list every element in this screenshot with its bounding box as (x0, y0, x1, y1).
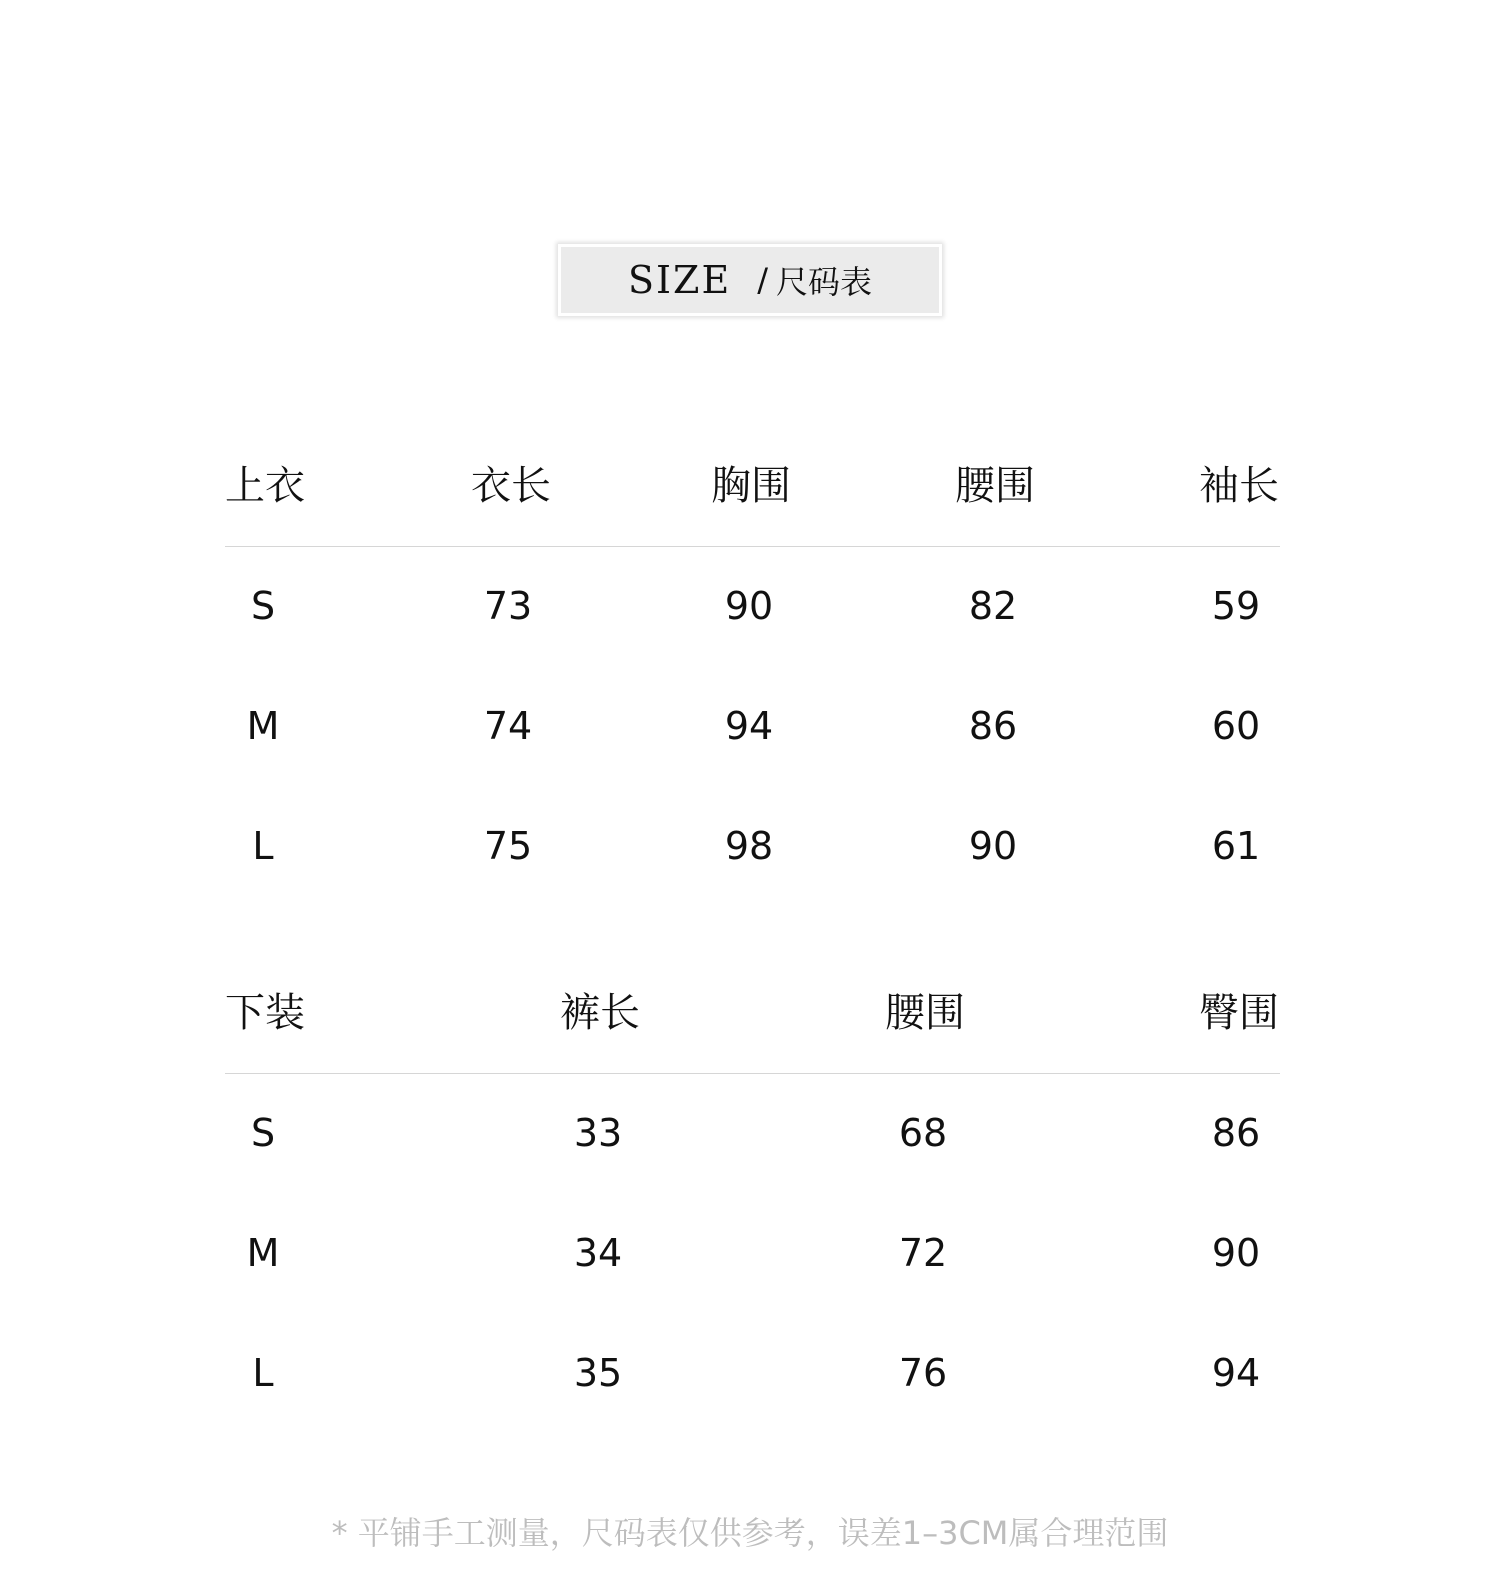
tops-header-chest: 胸围 (711, 463, 791, 509)
tops-header-waist: 腰围 (955, 463, 1035, 509)
measurement-note: * 平铺手工测量，尺码表仅供参考，误差1–3CM属合理范围 (331, 1514, 1169, 1552)
table-row (225, 1223, 1280, 1283)
size-label: M (246, 704, 280, 748)
size-chart-title (558, 244, 942, 316)
table-cell: 98 (724, 824, 774, 868)
table-row (225, 816, 1280, 876)
table-row (225, 576, 1280, 636)
table-cell: 34 (573, 1231, 623, 1275)
tops-header-length: 衣长 (471, 463, 551, 509)
bottoms-header-waist: 腰围 (885, 990, 965, 1036)
size-label: M (246, 1231, 280, 1275)
table-cell: 90 (1211, 1231, 1261, 1275)
tops-header-divider (225, 546, 1280, 547)
table-cell: 68 (898, 1111, 948, 1155)
bottoms-header-hip: 臀围 (1199, 990, 1279, 1036)
table-row (225, 1103, 1280, 1163)
table-cell: 72 (898, 1231, 948, 1275)
tops-header-row (225, 456, 1280, 516)
bottoms-header-divider (225, 1073, 1280, 1074)
size-label: L (252, 1351, 274, 1395)
table-cell: 61 (1211, 824, 1261, 868)
table-cell: 86 (968, 704, 1018, 748)
table-cell: 60 (1211, 704, 1261, 748)
bottoms-header-category: 下装 (225, 990, 305, 1036)
table-cell: 75 (483, 824, 533, 868)
tops-header-category: 上衣 (225, 463, 305, 509)
size-label: L (252, 824, 274, 868)
table-cell: 59 (1211, 584, 1261, 628)
size-label: S (250, 584, 276, 628)
table-cell: 90 (724, 584, 774, 628)
table-cell: 74 (483, 704, 533, 748)
table-cell: 33 (573, 1111, 623, 1155)
tops-header-sleeve: 袖长 (1199, 463, 1279, 509)
table-cell: 94 (1211, 1351, 1261, 1395)
table-cell: 82 (968, 584, 1018, 628)
title-main: SIZE (628, 258, 732, 302)
table-cell: 90 (968, 824, 1018, 868)
table-cell: 73 (483, 584, 533, 628)
title-sub: 尺码表 (775, 263, 872, 301)
table-cell: 94 (724, 704, 774, 748)
bottoms-header-pants-length: 裤长 (560, 990, 640, 1036)
table-cell: 35 (573, 1351, 623, 1395)
table-row (225, 696, 1280, 756)
table-row (225, 1343, 1280, 1403)
table-cell: 86 (1211, 1111, 1261, 1155)
size-label: S (250, 1111, 276, 1155)
bottoms-header-row (225, 983, 1280, 1043)
table-cell: 76 (898, 1351, 948, 1395)
title-slash: / (757, 261, 768, 299)
